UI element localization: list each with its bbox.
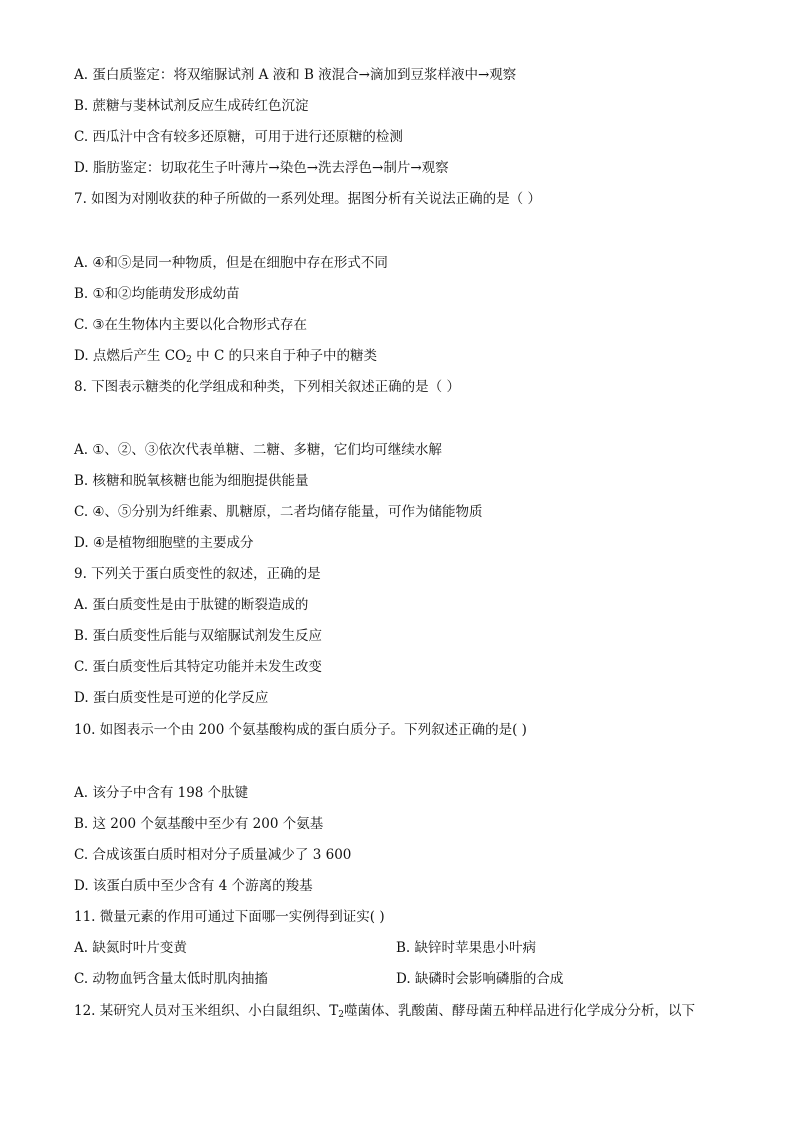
q12-stem (74, 1002, 695, 1020)
q7-option-d-pre: D. 点燃后产生 CO (74, 348, 187, 364)
q9-option-d: D. 蛋白质变性是可逆的化学反应 (74, 690, 269, 706)
q10-option-c: C. 合成该蛋白质时相对分子质量减少了 3 600 (74, 847, 352, 863)
q7-option-a: A. ④和⑤是同一种物质，但是在细胞中存在形式不同 (74, 255, 388, 271)
q8-option-d: D. ④是植物细胞壁的主要成分 (74, 535, 254, 551)
q6-option-d: D. 脂肪鉴定：切取花生子叶薄片→染色→洗去浮色→制片→观察 (74, 160, 449, 176)
q11-option-b: B. 缺锌时苹果患小叶病 (396, 940, 537, 956)
q9-stem: 9. 下列关于蛋白质变性的叙述，正确的是 (74, 566, 321, 582)
q7-option-d-subscript: 2 (186, 355, 192, 365)
q9-option-b: B. 蛋白质变性后能与双缩脲试剂发生反应 (74, 628, 323, 644)
q11-option-c: C. 动物血钙含量太低时肌肉抽搐 (74, 971, 268, 987)
q6-option-c: C. 西瓜汁中含有较多还原糖，可用于进行还原糖的检测 (74, 129, 403, 145)
q7-option-c: C. ③在生物体内主要以化合物形式存在 (74, 317, 308, 333)
q8-option-b: B. 核糖和脱氧核糖也能为细胞提供能量 (74, 473, 309, 489)
q7-option-d (74, 347, 377, 365)
q10-stem: 10. 如图表示一个由 200 个氨基酸构成的蛋白质分子。下列叙述正确的是( ) (74, 722, 527, 738)
q11-option-a: A. 缺氮时叶片变黄 (74, 940, 187, 956)
q7-option-b: B. ①和②均能萌发形成幼苗 (74, 286, 240, 302)
q8-stem: 8. 下图表示糖类的化学组成和种类，下列相关叙述正确的是（ ） (74, 379, 460, 395)
q11-option-d: D. 缺磷时会影响磷脂的合成 (396, 971, 564, 987)
q6-option-b: B. 蔗糖与斐林试剂反应生成砖红色沉淀 (74, 98, 309, 114)
q8-option-c: C. ④、⑤分别为纤维素、肌糖原，二者均储存能量，可作为储能物质 (74, 504, 483, 520)
q12-stem-post: 噬菌体、乳酸菌、酵母菌五种样品进行化学成分分析，以下 (344, 1003, 695, 1019)
q10-option-b: B. 这 200 个氨基酸中至少有 200 个氨基 (74, 816, 324, 832)
q7-stem: 7. 如图为对刚收获的种子所做的一系列处理。据图分析有关说法正确的是（ ） (74, 191, 541, 207)
q12-stem-subscript: 2 (338, 1010, 344, 1020)
q9-option-c: C. 蛋白质变性后其特定功能并未发生改变 (74, 659, 322, 675)
q10-option-d: D. 该蛋白质中至少含有 4 个游离的羧基 (74, 878, 313, 894)
q9-option-a: A. 蛋白质变性是由于肽键的断裂造成的 (74, 597, 309, 613)
q6-option-a: A. 蛋白质鉴定：将双缩脲试剂 A 液和 B 液混合→滴加到豆浆样液中→观察 (74, 67, 517, 83)
q12-stem-pre: 12. 某研究人员对玉米组织、小白鼠组织、T (74, 1003, 339, 1019)
q7-option-d-post: 中 C 的只来自于种子中的糖类 (191, 348, 378, 364)
q8-option-a: A. ①、②、③依次代表单糖、二糖、多糖，它们均可继续水解 (74, 442, 442, 458)
q10-option-a: A. 该分子中含有 198 个肽键 (74, 785, 249, 801)
q11-stem: 11. 微量元素的作用可通过下面哪一实例得到证实( ) (74, 909, 385, 925)
